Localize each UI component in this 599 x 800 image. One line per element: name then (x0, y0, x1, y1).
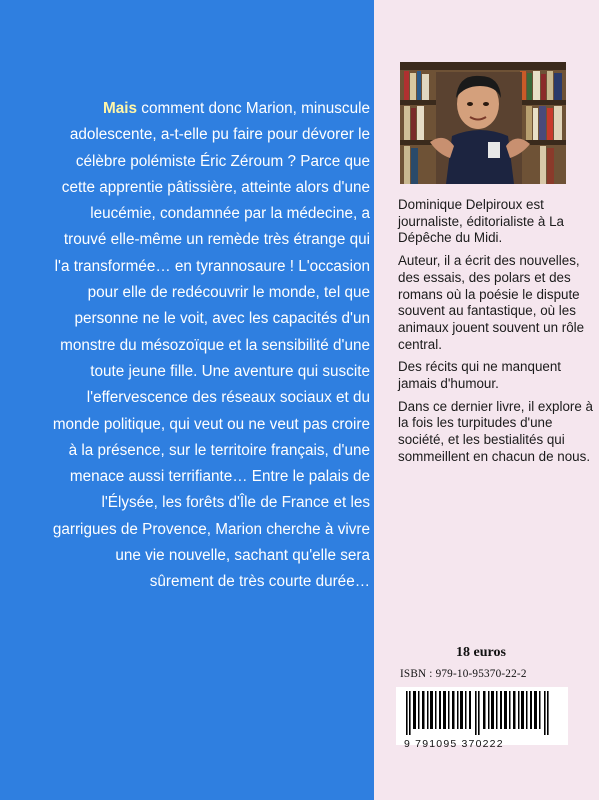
author-photo (400, 62, 566, 184)
author-bio-paragraph: Dans ce dernier livre, il explore à la fois les turpitudes d'une société, et les bestialités qui sommeillent en chacun de nous. (398, 398, 593, 464)
barcode-digits: 9 791095 370222 (404, 738, 504, 750)
blurb-first-word: Mais (103, 100, 138, 117)
author-bio-paragraph: Auteur, il a écrit des nouvelles, des essais, des polars et des romans où la poésie le dispute souvent au fantastique, où les animaux jouent souvent un rôle central. (398, 253, 585, 352)
blurb-body: comment donc Marion, minuscule adolescente, a-t-elle pu faire pour dévorer le célèbre polémiste Éric Zéroum ? Parce que cette apprentie pâtissière, atteinte alors d'une leucémie, condamnée par la médecine, a trouvé elle-même un remède très étrange qui l'a transformée… en tyrannosaure ! L'occasion pour elle de redécouvrir le monde, tel que personne ne le voit, avec les capacités d'un monstre du mésozoïque et la sensibilité d'une toute jeune fille. Une aventure qui suscite l'effervescence des réseaux sociaux et du monde politique, qui veut ou ne veut pas croire à la présence, sur le territoire français, d'une menace aussi terrifiante… Entre le palais de l'Élysée, les forêts d'Île de France et les garrigues de Provence, Marion cherche à vivre une vie nouvelle, sachant qu'elle sera sûrement de très courte durée… (52, 100, 370, 591)
author-bio-paragraph: Des récits qui ne manquent jamais d'humour. (398, 359, 562, 392)
author-bio-paragraph: Dominique Delpiroux est journaliste, éditorialiste à La Dépêche du Midi. (398, 197, 564, 246)
blurb-text (50, 96, 370, 596)
barcode (396, 687, 568, 745)
author-photo-illustration (400, 62, 566, 184)
barcode-bars (396, 687, 568, 737)
isbn-label: ISBN : 979-10-95370-22-2 (400, 668, 527, 680)
author-bio (398, 197, 596, 472)
price-label: 18 euros (456, 645, 506, 660)
